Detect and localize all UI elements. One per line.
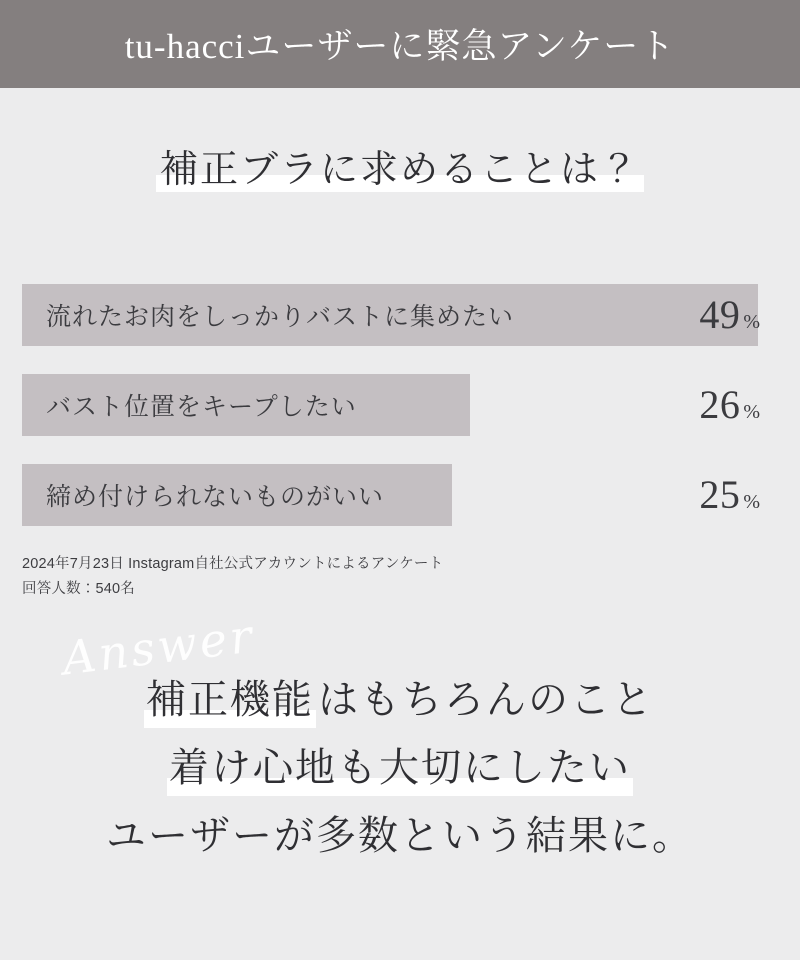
answer-script-decoration: Answer — [59, 608, 258, 686]
question-heading — [156, 148, 644, 194]
conclusion-line-3-text: ユーザーが多数という結果に。 — [106, 813, 694, 858]
question-heading-wrap — [0, 148, 800, 194]
conclusion-line-2 — [0, 734, 800, 802]
row-value — [699, 374, 760, 436]
row-value-percent-sign: % — [743, 401, 760, 423]
conclusion-segment-plain — [316, 666, 656, 734]
row-value-number: 25 — [699, 472, 741, 517]
row-label: 締め付けられないものがいい — [46, 484, 385, 511]
conclusion-segment-highlighted — [144, 666, 316, 734]
footnote-line-respondents: 回答人数：540名 — [22, 580, 135, 597]
row-value-percent-sign: % — [743, 311, 760, 333]
table-row — [22, 464, 778, 526]
table-row — [22, 374, 778, 436]
survey-footnote — [22, 552, 762, 602]
header-banner — [0, 0, 800, 88]
conclusion-line-1-emphasis: 補正機能 — [146, 677, 314, 722]
row-label: バスト位置をキープしたい — [46, 394, 357, 421]
row-value — [699, 464, 760, 526]
conclusion-line-2-text: 着け心地も大切にしたい — [169, 745, 631, 790]
conclusion-block — [0, 666, 800, 870]
survey-results-chart — [22, 284, 778, 554]
conclusion-line-1-rest: はもちろんのこと — [318, 677, 654, 722]
conclusion-segment-plain — [104, 802, 696, 870]
conclusion-line-3 — [0, 802, 800, 870]
row-label: 流れたお肉をしっかりバストに集めたい — [46, 304, 515, 331]
conclusion-line-1 — [0, 666, 800, 734]
question-text: 補正ブラに求めることは？ — [159, 149, 640, 191]
banner-title: tu-hacciユーザーに緊急アンケート — [124, 27, 676, 66]
row-value-percent-sign: % — [743, 491, 760, 513]
row-value — [699, 284, 760, 346]
footnote-line-source: 2024年7月23日 Instagram自社公式アカウントによるアンケート — [22, 556, 444, 572]
row-value-number: 49 — [699, 292, 741, 337]
row-value-number: 26 — [699, 382, 741, 427]
table-row — [22, 284, 778, 346]
conclusion-segment-highlighted — [167, 734, 633, 802]
